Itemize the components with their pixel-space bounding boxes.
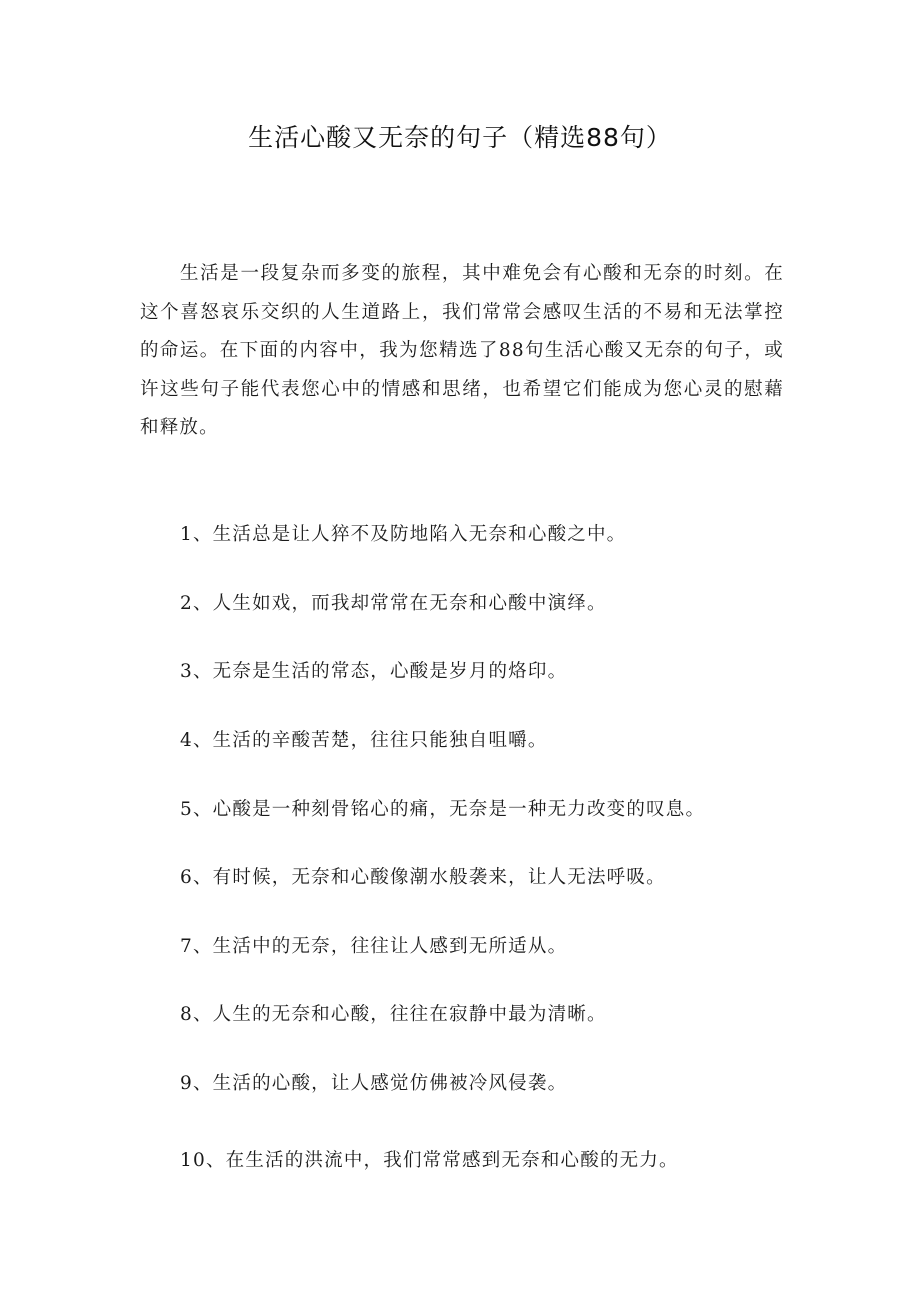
list-item: 10、在生活的洪流中，我们常常感到无奈和心酸的无力。 [180, 1150, 679, 1171]
list-item: 9、生活的心酸，让人感觉仿佛被冷风侵袭。 [180, 1073, 568, 1094]
list-item: 4、生活的辛酸苦楚，往往只能独自咀嚼。 [180, 730, 548, 751]
list-item: 1、生活总是让人猝不及防地陷入无奈和心酸之中。 [180, 524, 627, 545]
list-item: 3、无奈是生活的常态，心酸是岁月的烙印。 [180, 661, 568, 682]
intro-paragraph: 生活是一段复杂而多变的旅程，其中难免会有心酸和无奈的时刻。在这个喜怒哀乐交织的人生道路上，我们常常会感叹生活的不易和无法掌控的命运。在下面的内容中，我为您精选了88句生活心酸又无奈的句子，或许这些句子能代表您心中的情感和思绪，也希望它们能成为您心灵的慰藉和释放。 [140, 263, 784, 439]
list-item: 5、心酸是一种刻骨铭心的痛，无奈是一种无力改变的叹息。 [180, 799, 706, 820]
list-item: 8、人生的无奈和心酸，往往在寂静中最为清晰。 [180, 1004, 607, 1025]
list-item: 2、人生如戏，而我却常常在无奈和心酸中演绎。 [180, 593, 607, 614]
list-item: 6、有时候，无奈和心酸像潮水般袭来，让人无法呼吸。 [180, 867, 666, 888]
page-title: 生活心酸又无奈的句子（精选88句） [248, 123, 672, 152]
list-item: 7、生活中的无奈，往往让人感到无所适从。 [180, 936, 568, 957]
